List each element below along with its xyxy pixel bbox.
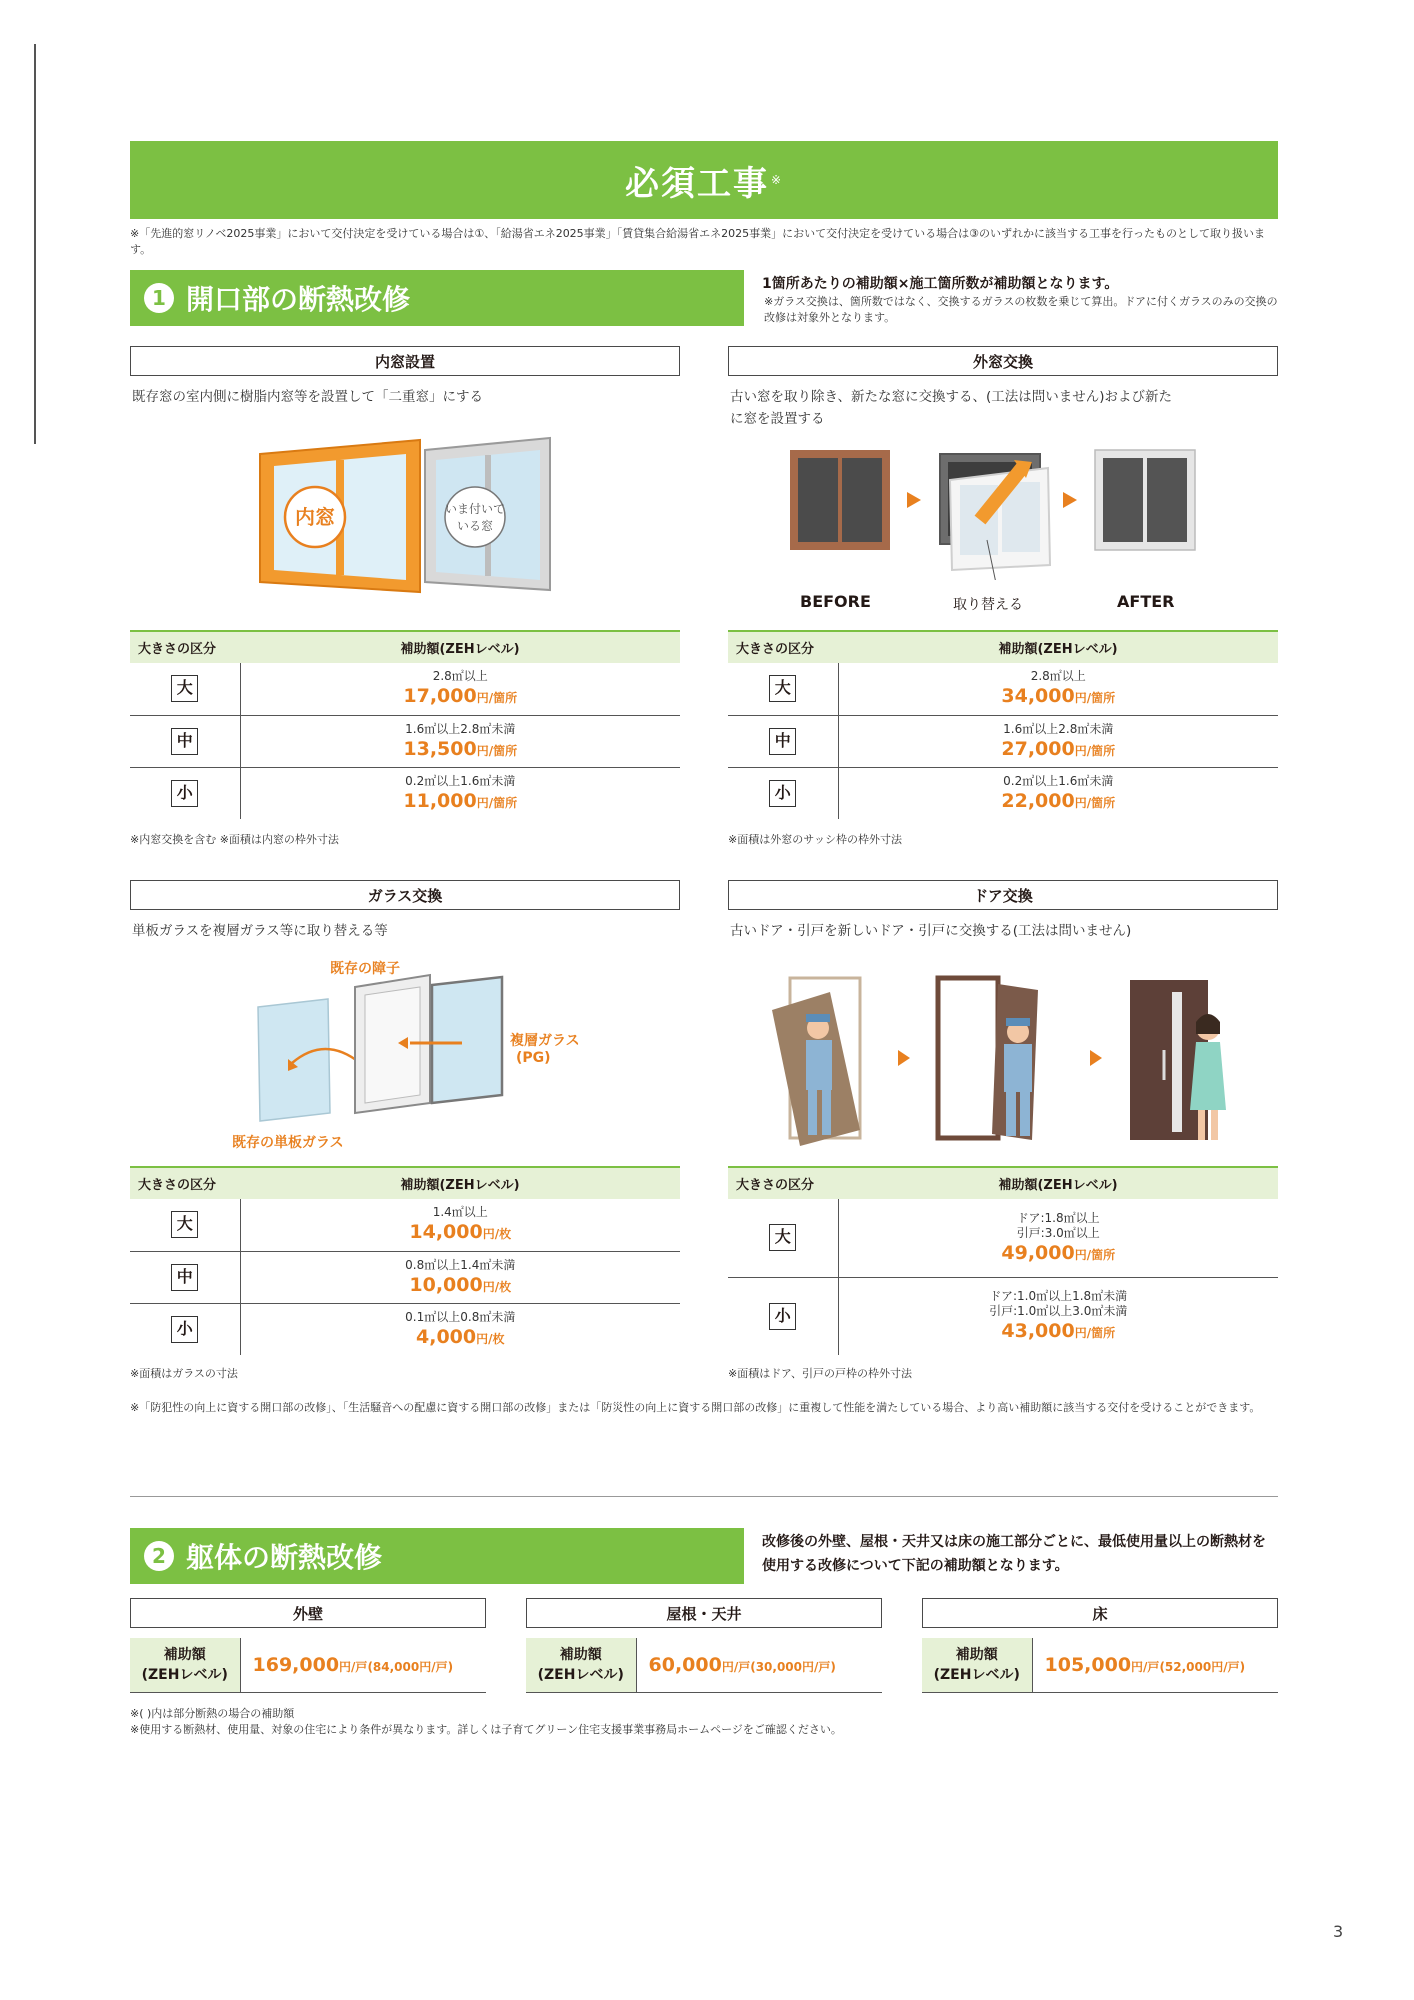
section1-heading (130, 270, 744, 326)
inner-window-foot: ※内窓交換を含む ※面積は内窓の枠外寸法 (130, 833, 339, 846)
table-row (130, 767, 680, 819)
door-desc: 古いドア・引戸を新しいドア・引戸に交換する(工法は問いません) (730, 923, 1132, 939)
section2-note-1: ※( )内は部分断熱の場合の補助額 (130, 1707, 295, 1720)
amount-label: 補助額 (ZEHレベル) (526, 1638, 636, 1692)
side-note-main: 1箇所あたりの補助額×施工箇所数が補助額となります。 (762, 276, 1119, 292)
floor-amount-table (922, 1638, 1278, 1693)
size-condition: 0.8㎡以上1.4㎡未満 (405, 1257, 516, 1272)
size-condition-door: ドア:1.0㎡以上1.8㎡未満 (989, 1289, 1128, 1304)
size-badge: 大 (769, 1224, 796, 1251)
amount: 105,000 (1044, 1653, 1132, 1676)
size-badge: 小 (769, 1303, 796, 1330)
size-badge: 大 (171, 675, 198, 702)
col-size: 大きさの区分 (130, 631, 240, 663)
amount: 60,000 (648, 1653, 722, 1676)
section1-number: 1 (144, 283, 174, 313)
outer-window-illustration (780, 440, 1210, 580)
amount-unit: 円/戸 (339, 1659, 368, 1674)
label-pg2: (PG) (516, 1050, 551, 1066)
amount: 27,000 (1001, 737, 1075, 760)
col-amount: 補助額(ZEHレベル) (838, 631, 1278, 663)
outer-window-desc: 古い窓を取り除き、新たな窓に交換する、(工法は問いません)および新たに窓を設置する (730, 389, 1172, 427)
size-condition: 2.8㎡以上 (432, 669, 488, 684)
amount-value (636, 1638, 882, 1692)
col-size: 大きさの区分 (728, 631, 838, 663)
amount: 169,000 (252, 1653, 340, 1676)
label-single-glass: 既存の単板ガラス (232, 1135, 344, 1151)
side-note-sub: ※ガラス交換は、箇所数ではなく、交換するガラスの枚数を乗じて算出。ドアに付くガラスのみの交換の改修は対象外となります。 (764, 295, 1278, 324)
roof-amount-table (526, 1638, 882, 1693)
inner-window-title: 内窓設置 (130, 346, 680, 376)
wall-title: 外壁 (130, 1598, 486, 1628)
door-foot: ※面積はドア、引戸の戸枠の枠外寸法 (728, 1367, 913, 1380)
col-amount: 補助額(ZEHレベル) (838, 1167, 1278, 1199)
svg-text:内窓: 内窓 (295, 505, 335, 529)
amount: 22,000 (1001, 789, 1075, 812)
amount-unit: 円/戸 (721, 1659, 751, 1674)
glass-title: ガラス交換 (130, 880, 680, 910)
size-condition: 2.8㎡以上 (1030, 669, 1086, 684)
size-badge: 小 (171, 780, 198, 807)
amount-unit: 円/箇所 (1074, 1247, 1116, 1262)
amount-unit: 円/箇所 (1074, 743, 1116, 758)
section1-title: 開口部の断熱改修 (186, 283, 411, 316)
door-illustration (760, 970, 1240, 1150)
glass-foot: ※面積はガラスの寸法 (130, 1367, 238, 1380)
size-badge: 中 (171, 1264, 198, 1291)
amount: 4,000 (416, 1325, 477, 1348)
col-size: 大きさの区分 (728, 1167, 838, 1199)
outer-window-foot: ※面積は外窓のサッシ枠の枠外寸法 (728, 833, 902, 846)
size-condition-sliding: 引戸:3.0㎡以上 (1016, 1225, 1100, 1240)
floor-title: 床 (922, 1598, 1278, 1628)
amount-unit: 円/枚 (482, 1227, 512, 1242)
outer-window-table (728, 630, 1278, 819)
size-condition: 1.6㎡以上2.8㎡未満 (405, 721, 516, 736)
section1-bottom-note: ※「防犯性の向上に資する開口部の改修」、「生活騒音への配慮に資する開口部の改修」または「防災性の向上に資する開口部の改修」に重複して性能を満たしている場合、より高い補助額に該当する交付を受けることができます。 (130, 1401, 1261, 1414)
glass-table (130, 1166, 680, 1355)
amount-unit: 円/箇所 (1074, 1326, 1116, 1341)
size-badge: 中 (171, 728, 198, 755)
section2-title: 躯体の断熱改修 (186, 1541, 383, 1574)
size-condition-sliding: 引戸:1.0㎡以上3.0㎡未満 (989, 1304, 1128, 1319)
amount-unit: 円/箇所 (1074, 795, 1116, 810)
section1-side-note (762, 274, 1278, 326)
size-badge: 大 (171, 1211, 198, 1238)
inner-window-desc: 既存窓の室内側に樹脂内窓等を設置して「二重窓」にする (132, 389, 483, 405)
inner-window-table (130, 630, 680, 819)
svg-text:いる窓: いる窓 (456, 519, 494, 533)
section2-number: 2 (144, 1541, 174, 1571)
section2-note-2: ※使用する断熱材、使用量、対象の住宅により条件が異なります。詳しくは子育てグリーン住宅支援事業事務局ホームページをご確認ください。 (130, 1723, 842, 1736)
door-title: ドア交換 (728, 880, 1278, 910)
wall-amount-table (130, 1638, 486, 1693)
table-row (130, 715, 680, 767)
amount: 13,500 (403, 737, 477, 760)
size-condition-door: ドア:1.8㎡以上 (1016, 1210, 1100, 1225)
table-row (728, 1277, 1278, 1355)
label-pg: 複層ガラス (510, 1033, 580, 1049)
size-badge: 小 (171, 1316, 198, 1343)
col-amount: 補助額(ZEHレベル) (240, 1167, 680, 1199)
partial-amount: (30,000円/戸) (750, 1659, 836, 1674)
door-table (728, 1166, 1278, 1355)
roof-title: 屋根・天井 (526, 1598, 882, 1628)
page-title-banner (130, 141, 1278, 219)
amount: 34,000 (1001, 685, 1075, 708)
label-existing-shoji: 既存の障子 (330, 961, 400, 977)
page-title: 必須工事 (624, 163, 769, 204)
amount: 11,000 (403, 789, 477, 812)
col-size: 大きさの区分 (130, 1167, 240, 1199)
table-row (130, 1199, 680, 1251)
amount-unit: 円/箇所 (1074, 691, 1116, 706)
amount: 49,000 (1001, 1241, 1075, 1264)
margin-rule (34, 44, 36, 444)
partial-amount: (84,000円/戸) (367, 1659, 454, 1674)
outer-window-title: 外窓交換 (728, 346, 1278, 376)
amount-value (240, 1638, 486, 1692)
amount-unit: 円/戸 (1131, 1659, 1160, 1674)
section2-side-note: 改修後の外壁、屋根・天井又は床の施工部分ごとに、最低使用量以上の断熱材を使用する改修について下記の補助額となります。 (762, 1534, 1266, 1574)
amount: 14,000 (409, 1221, 483, 1244)
amount-label: 補助額 (ZEHレベル) (922, 1638, 1032, 1692)
section2-heading (130, 1528, 744, 1584)
svg-text:いま付いて: いま付いて (444, 502, 506, 516)
table-row (728, 767, 1278, 819)
inner-window-illustration (250, 432, 570, 602)
table-row (130, 1251, 680, 1303)
table-row (130, 1303, 680, 1355)
section-divider (130, 1496, 1278, 1497)
size-condition: 0.2㎡以上1.6㎡未満 (1003, 773, 1114, 788)
amount-unit: 円/枚 (482, 1279, 512, 1294)
size-badge: 小 (769, 780, 796, 807)
size-badge: 中 (769, 728, 796, 755)
size-condition: 0.2㎡以上1.6㎡未満 (405, 773, 516, 788)
amount: 17,000 (403, 685, 477, 708)
amount-unit: 円/箇所 (476, 795, 518, 810)
size-condition: 1.4㎡以上 (432, 1205, 488, 1220)
label-after: AFTER (1117, 592, 1175, 611)
table-row (728, 663, 1278, 715)
label-replace: 取り替える (953, 597, 1023, 613)
table-row (728, 1199, 1278, 1277)
top-note: ※「先進的窓リノベ2025事業」において交付決定を受けている場合は①、「給湯省エネ2025事業」「賃貸集合給湯省エネ2025事業」において交付決定を受けている場合は③のいずれかに該当する工事を行ったものとして取り扱います。 (130, 227, 1266, 256)
partial-amount: (52,000円/戸) (1159, 1659, 1246, 1674)
col-amount: 補助額(ZEHレベル) (240, 631, 680, 663)
amount: 10,000 (409, 1273, 483, 1296)
size-condition: 0.1㎡以上0.8㎡未満 (405, 1309, 516, 1324)
title-note-mark: ※ (770, 173, 784, 187)
amount-value (1032, 1638, 1278, 1692)
table-row (728, 715, 1278, 767)
table-row (130, 663, 680, 715)
glass-desc: 単板ガラスを複層ガラス等に取り替える等 (132, 923, 388, 939)
amount-label: 補助額 (ZEHレベル) (130, 1638, 240, 1692)
amount-unit: 円/箇所 (476, 691, 518, 706)
amount-unit: 円/枚 (476, 1331, 505, 1346)
size-badge: 大 (769, 675, 796, 702)
size-condition: 1.6㎡以上2.8㎡未満 (1003, 721, 1114, 736)
amount: 43,000 (1001, 1320, 1075, 1343)
page-number: 3 (1333, 1922, 1344, 1941)
label-before: BEFORE (800, 592, 871, 611)
amount-unit: 円/箇所 (476, 743, 518, 758)
